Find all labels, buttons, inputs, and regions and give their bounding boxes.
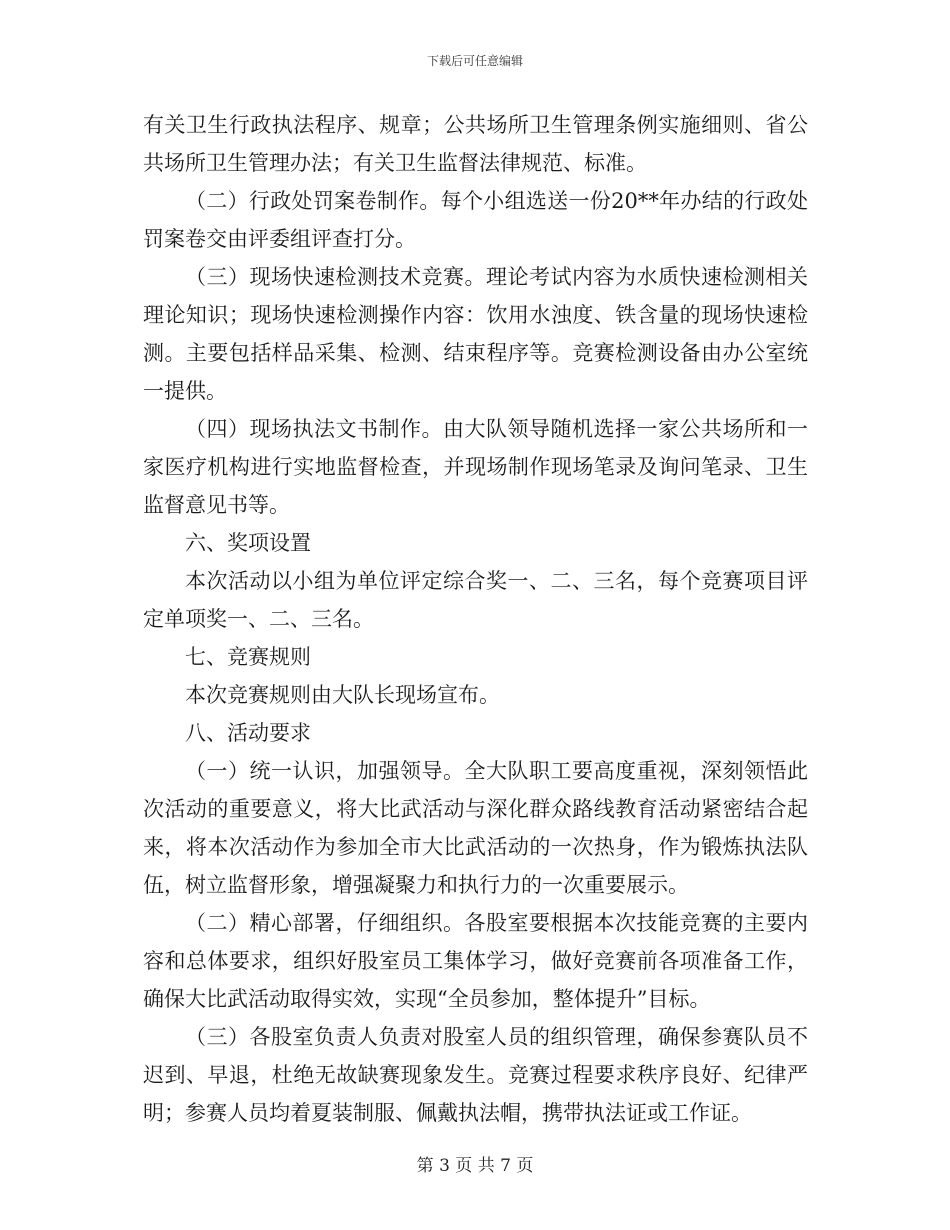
paragraph-requirement-1: （一）统一认识，加强领导。全大队职工要高度重视，深刻领悟此次活动的重要意义，将大比武活动与深化群众路线教育活动紧密结合起来，将本次活动作为参加全市大比武活动的一次热身，作为锻炼执法队伍，树立监督形象，增强凝聚力和执行力的一次重要展示。 xyxy=(143,759,808,897)
document-body xyxy=(143,106,808,1132)
page-header: 下载后可任意编辑 xyxy=(426,54,523,68)
paragraph-requirement-3: （三）各股室负责人负责对股室人员的组织管理，确保参赛队员不迟到、早退，杜绝无故缺赛现象发生。竞赛过程要求秩序良好、纪律严明；参赛人员均着夏装制服、佩戴执法帽，携带执法证或工作证。 xyxy=(143,1025,808,1125)
paragraph-rules: 本次竞赛规则由大队长现场宣布。 xyxy=(185,683,500,707)
section-heading-requirements: 八、活动要求 xyxy=(185,721,311,745)
paragraph-item-4: （四）现场执法文书制作。由大队领导随机选择一家公共场所和一家医疗机构进行实地监督检查，并现场制作现场笔录及询问笔录、卫生监督意见书等。 xyxy=(143,417,808,517)
paragraph-awards: 本次活动以小组为单位评定综合奖一、二、三名，每个竞赛项目评定单项奖一、二、三名。 xyxy=(143,569,808,631)
section-heading-rules: 七、竞赛规则 xyxy=(185,645,311,669)
page-number-footer: 第 3 页 共 7 页 xyxy=(416,1156,534,1176)
section-heading-awards: 六、奖项设置 xyxy=(185,531,311,555)
paragraph-item-3: （三）现场快速检测技术竞赛。理论考试内容为水质快速检测相关理论知识；现场快速检测操作内容：饮用水浊度、铁含量的现场快速检测。主要包括样品采集、检测、结束程序等。竞赛检测设备由办公室统一提供。 xyxy=(143,265,808,403)
paragraph-continuation: 有关卫生行政执法程序、规章；公共场所卫生管理条例实施细则、省公共场所卫生管理办法；有关卫生监督法律规范、标准。 xyxy=(143,113,808,175)
paragraph-item-2: （二）行政处罚案卷制作。每个小组选送一份20**年办结的行政处罚案卷交由评委组评查打分。 xyxy=(143,189,808,251)
paragraph-requirement-2: （二）精心部署，仔细组织。各股室要根据本次技能竞赛的主要内容和总体要求，组织好股室员工集体学习，做好竞赛前各项准备工作，确保大比武活动取得实效，实现“全员参加，整体提升”目标。 xyxy=(143,911,808,1011)
